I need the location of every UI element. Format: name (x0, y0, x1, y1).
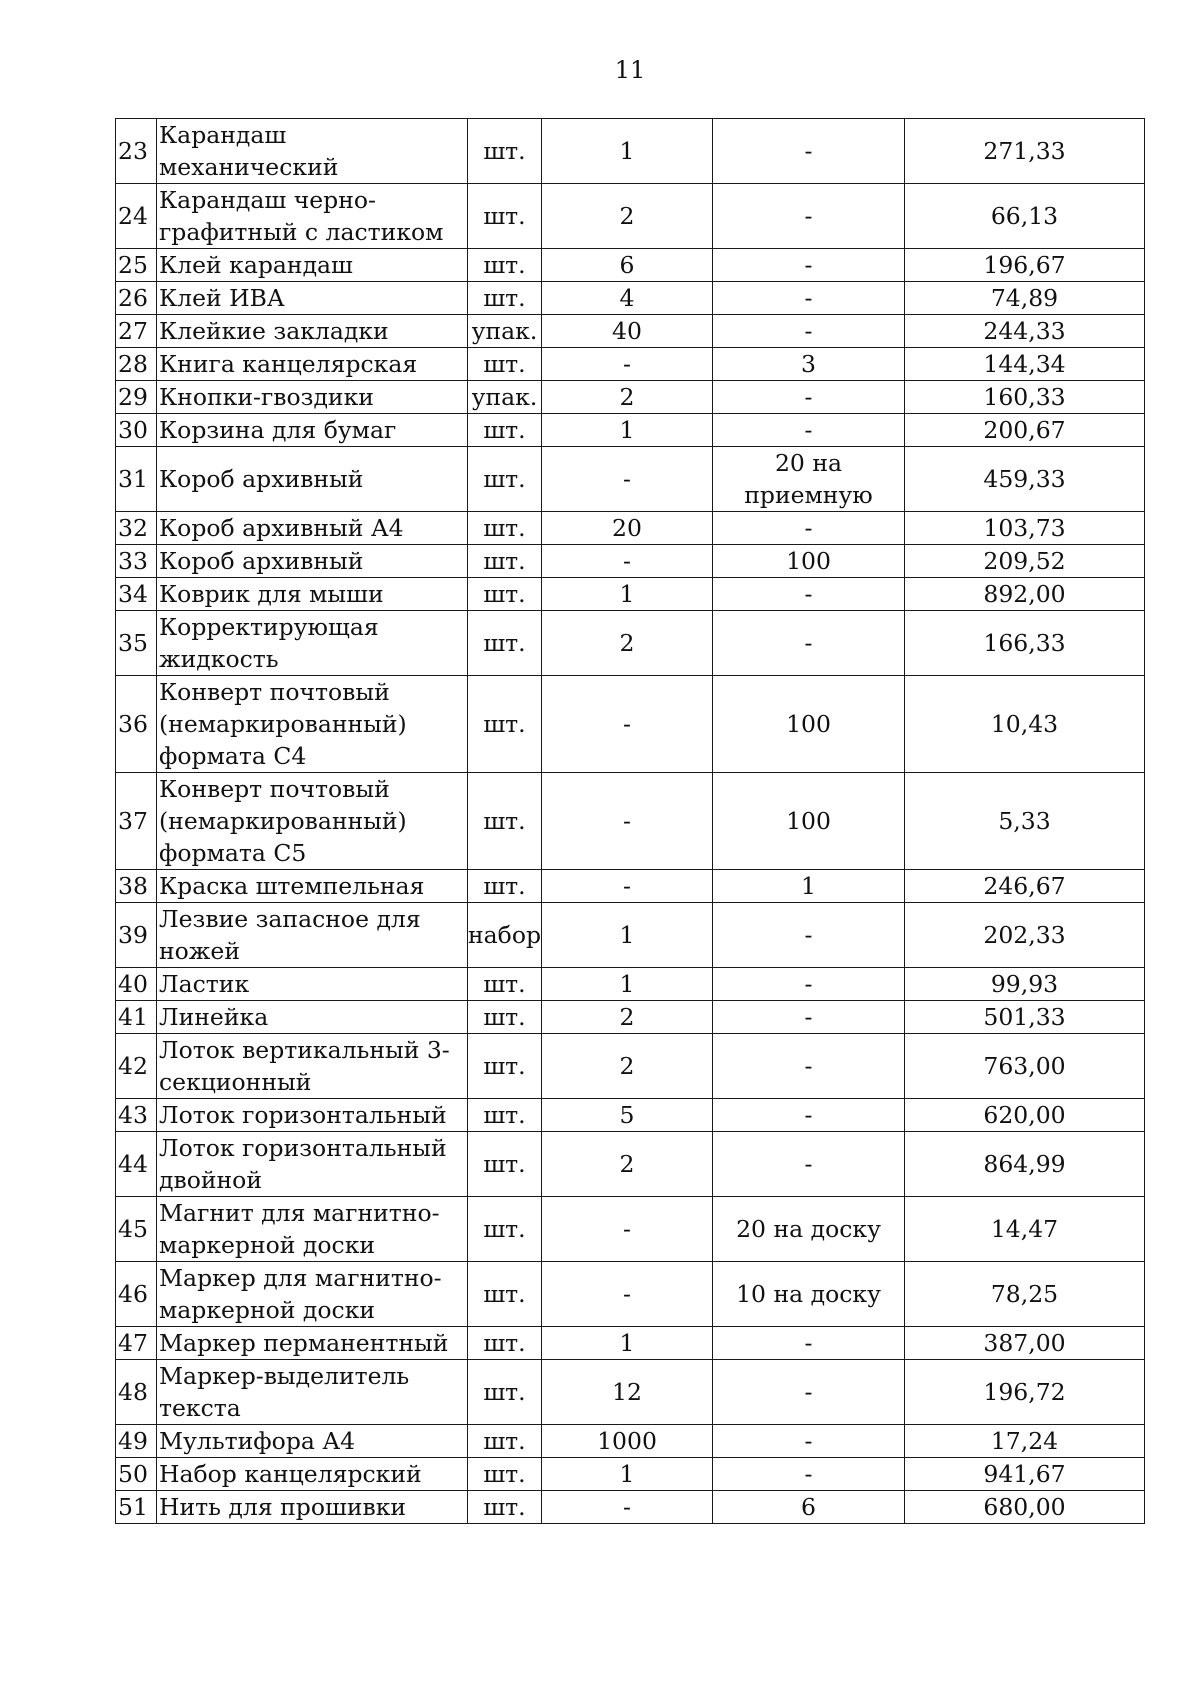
unit-cell: шт. (468, 676, 542, 773)
price-cell: 66,13 (905, 184, 1145, 249)
row-number-cell: 42 (116, 1034, 157, 1099)
quantity-cell: 2 (542, 611, 713, 676)
item-name-cell: Карандаш механический (157, 119, 468, 184)
unit-cell: шт. (468, 1197, 542, 1262)
quantity-alt-cell: - (713, 1360, 905, 1425)
quantity-alt-cell: - (713, 381, 905, 414)
table-row (116, 1001, 1145, 1034)
unit-cell: шт. (468, 1262, 542, 1327)
unit-cell: шт. (468, 1360, 542, 1425)
quantity-cell: 1 (542, 414, 713, 447)
price-cell: 246,67 (905, 870, 1145, 903)
table-row (116, 611, 1145, 676)
quantity-cell: - (542, 676, 713, 773)
item-name-cell: Карандаш чернографитный с ластиком (157, 184, 468, 249)
item-name-cell: Короб архивный А4 (157, 512, 468, 545)
unit-cell: шт. (468, 447, 542, 512)
item-name-cell: Клей ИВА (157, 282, 468, 315)
row-number-cell: 30 (116, 414, 157, 447)
table-row (116, 1327, 1145, 1360)
quantity-cell: 2 (542, 1132, 713, 1197)
item-name-cell: Короб архивный (157, 447, 468, 512)
unit-cell: шт. (468, 611, 542, 676)
quantity-cell: 2 (542, 184, 713, 249)
price-cell: 78,25 (905, 1262, 1145, 1327)
row-number-cell: 40 (116, 968, 157, 1001)
row-number-cell: 25 (116, 249, 157, 282)
price-cell: 864,99 (905, 1132, 1145, 1197)
item-name-cell: Маркер-выделитель текста (157, 1360, 468, 1425)
table-row (116, 1491, 1145, 1524)
item-name-cell: Нить для прошивки (157, 1491, 468, 1524)
table-row (116, 1262, 1145, 1327)
item-name-cell: Короб архивный (157, 545, 468, 578)
quantity-alt-cell: 6 (713, 1491, 905, 1524)
quantity-cell: 4 (542, 282, 713, 315)
price-cell: 501,33 (905, 1001, 1145, 1034)
quantity-alt-cell: - (713, 315, 905, 348)
unit-cell: шт. (468, 249, 542, 282)
quantity-cell: 1000 (542, 1425, 713, 1458)
unit-cell: шт. (468, 1425, 542, 1458)
quantity-alt-cell: - (713, 1327, 905, 1360)
quantity-cell: - (542, 773, 713, 870)
row-number-cell: 38 (116, 870, 157, 903)
row-number-cell: 45 (116, 1197, 157, 1262)
quantity-alt-cell: - (713, 414, 905, 447)
table-row (116, 249, 1145, 282)
quantity-cell: 6 (542, 249, 713, 282)
table-body (116, 119, 1145, 1524)
unit-cell: шт. (468, 545, 542, 578)
price-cell: 160,33 (905, 381, 1145, 414)
table-row (116, 773, 1145, 870)
quantity-cell: 1 (542, 1327, 713, 1360)
quantity-alt-cell: - (713, 611, 905, 676)
row-number-cell: 23 (116, 119, 157, 184)
row-number-cell: 27 (116, 315, 157, 348)
price-cell: 74,89 (905, 282, 1145, 315)
quantity-cell: - (542, 1262, 713, 1327)
table-row (116, 545, 1145, 578)
row-number-cell: 43 (116, 1099, 157, 1132)
price-cell: 459,33 (905, 447, 1145, 512)
table-row (116, 1197, 1145, 1262)
unit-cell: шт. (468, 512, 542, 545)
item-name-cell: Корректирующая жидкость (157, 611, 468, 676)
row-number-cell: 32 (116, 512, 157, 545)
quantity-cell: - (542, 348, 713, 381)
row-number-cell: 44 (116, 1132, 157, 1197)
table-row (116, 1132, 1145, 1197)
table-row (116, 578, 1145, 611)
price-cell: 10,43 (905, 676, 1145, 773)
unit-cell: шт. (468, 968, 542, 1001)
row-number-cell: 47 (116, 1327, 157, 1360)
item-name-cell: Книга канцелярская (157, 348, 468, 381)
quantity-alt-cell: 100 (713, 545, 905, 578)
quantity-alt-cell: - (713, 512, 905, 545)
item-name-cell: Лоток горизонтальный двойной (157, 1132, 468, 1197)
table-row (116, 870, 1145, 903)
quantity-cell: 2 (542, 381, 713, 414)
price-cell: 763,00 (905, 1034, 1145, 1099)
price-cell: 103,73 (905, 512, 1145, 545)
item-name-cell: Клейкие закладки (157, 315, 468, 348)
quantity-cell: 1 (542, 119, 713, 184)
quantity-alt-cell: 20 на приемную (713, 447, 905, 512)
price-cell: 892,00 (905, 578, 1145, 611)
table-row (116, 1425, 1145, 1458)
table-row (116, 1034, 1145, 1099)
item-name-cell: Мультифора А4 (157, 1425, 468, 1458)
quantity-alt-cell: 3 (713, 348, 905, 381)
item-name-cell: Кнопки-гвоздики (157, 381, 468, 414)
price-cell: 14,47 (905, 1197, 1145, 1262)
price-cell: 17,24 (905, 1425, 1145, 1458)
price-cell: 196,67 (905, 249, 1145, 282)
row-number-cell: 49 (116, 1425, 157, 1458)
table-row (116, 1458, 1145, 1491)
row-number-cell: 48 (116, 1360, 157, 1425)
quantity-alt-cell: - (713, 1425, 905, 1458)
quantity-cell: - (542, 1197, 713, 1262)
table-row (116, 381, 1145, 414)
table-row (116, 512, 1145, 545)
quantity-cell: 1 (542, 903, 713, 968)
row-number-cell: 24 (116, 184, 157, 249)
quantity-cell: 2 (542, 1034, 713, 1099)
quantity-alt-cell: 100 (713, 773, 905, 870)
row-number-cell: 33 (116, 545, 157, 578)
table-row (116, 1360, 1145, 1425)
quantity-alt-cell: - (713, 119, 905, 184)
table-row (116, 282, 1145, 315)
unit-cell: шт. (468, 773, 542, 870)
row-number-cell: 41 (116, 1001, 157, 1034)
row-number-cell: 31 (116, 447, 157, 512)
quantity-alt-cell: - (713, 1132, 905, 1197)
row-number-cell: 34 (116, 578, 157, 611)
table-row (116, 414, 1145, 447)
price-cell: 271,33 (905, 119, 1145, 184)
unit-cell: шт. (468, 1132, 542, 1197)
price-cell: 680,00 (905, 1491, 1145, 1524)
item-name-cell: Коврик для мыши (157, 578, 468, 611)
price-cell: 387,00 (905, 1327, 1145, 1360)
price-cell: 99,93 (905, 968, 1145, 1001)
item-name-cell: Клей карандаш (157, 249, 468, 282)
unit-cell: шт. (468, 414, 542, 447)
item-name-cell: Ластик (157, 968, 468, 1001)
row-number-cell: 51 (116, 1491, 157, 1524)
quantity-cell: 12 (542, 1360, 713, 1425)
row-number-cell: 26 (116, 282, 157, 315)
table-row (116, 119, 1145, 184)
unit-cell: шт. (468, 1034, 542, 1099)
price-cell: 202,33 (905, 903, 1145, 968)
quantity-alt-cell: - (713, 1099, 905, 1132)
quantity-alt-cell: - (713, 282, 905, 315)
quantity-cell: - (542, 545, 713, 578)
row-number-cell: 50 (116, 1458, 157, 1491)
quantity-alt-cell: 10 на доску (713, 1262, 905, 1327)
item-name-cell: Лоток горизонтальный (157, 1099, 468, 1132)
unit-cell: упак. (468, 381, 542, 414)
unit-cell: шт. (468, 1458, 542, 1491)
price-cell: 209,52 (905, 545, 1145, 578)
quantity-cell: - (542, 447, 713, 512)
unit-cell: шт. (468, 1327, 542, 1360)
price-cell: 620,00 (905, 1099, 1145, 1132)
quantity-alt-cell: - (713, 1001, 905, 1034)
quantity-cell: - (542, 870, 713, 903)
item-name-cell: Магнит для магнитно-маркерной доски (157, 1197, 468, 1262)
table-row (116, 447, 1145, 512)
unit-cell: шт. (468, 348, 542, 381)
price-cell: 244,33 (905, 315, 1145, 348)
table-row (116, 1099, 1145, 1132)
table-row (116, 184, 1145, 249)
row-number-cell: 37 (116, 773, 157, 870)
price-cell: 200,67 (905, 414, 1145, 447)
quantity-cell: 1 (542, 578, 713, 611)
price-cell: 144,34 (905, 348, 1145, 381)
item-name-cell: Линейка (157, 1001, 468, 1034)
unit-cell: шт. (468, 1099, 542, 1132)
row-number-cell: 46 (116, 1262, 157, 1327)
unit-cell: шт. (468, 578, 542, 611)
item-name-cell: Набор канцелярский (157, 1458, 468, 1491)
quantity-cell: 20 (542, 512, 713, 545)
table-row (116, 315, 1145, 348)
row-number-cell: 28 (116, 348, 157, 381)
quantity-cell: 1 (542, 968, 713, 1001)
row-number-cell: 39 (116, 903, 157, 968)
quantity-alt-cell: - (713, 184, 905, 249)
unit-cell: шт. (468, 282, 542, 315)
quantity-alt-cell: - (713, 578, 905, 611)
item-name-cell: Лоток вертикальный 3-секционный (157, 1034, 468, 1099)
row-number-cell: 36 (116, 676, 157, 773)
item-name-cell: Конверт почтовый (немаркированный) формата С5 (157, 773, 468, 870)
table-row (116, 348, 1145, 381)
table-row (116, 968, 1145, 1001)
unit-cell: набор (468, 903, 542, 968)
quantity-cell: 1 (542, 1458, 713, 1491)
quantity-alt-cell: 100 (713, 676, 905, 773)
item-name-cell: Лезвие запасное для ножей (157, 903, 468, 968)
item-name-cell: Краска штемпельная (157, 870, 468, 903)
price-cell: 196,72 (905, 1360, 1145, 1425)
price-cell: 5,33 (905, 773, 1145, 870)
quantity-alt-cell: - (713, 968, 905, 1001)
quantity-alt-cell: - (713, 903, 905, 968)
price-cell: 941,67 (905, 1458, 1145, 1491)
item-name-cell: Маркер для магнитно-маркерной доски (157, 1262, 468, 1327)
table-row (116, 676, 1145, 773)
quantity-alt-cell: - (713, 1034, 905, 1099)
quantity-alt-cell: - (713, 249, 905, 282)
item-name-cell: Конверт почтовый (немаркированный) формата С4 (157, 676, 468, 773)
unit-cell: шт. (468, 1001, 542, 1034)
unit-cell: упак. (468, 315, 542, 348)
quantity-cell: 2 (542, 1001, 713, 1034)
quantity-cell: 40 (542, 315, 713, 348)
item-name-cell: Маркер перманентный (157, 1327, 468, 1360)
row-number-cell: 35 (116, 611, 157, 676)
row-number-cell: 29 (116, 381, 157, 414)
price-cell: 166,33 (905, 611, 1145, 676)
unit-cell: шт. (468, 870, 542, 903)
quantity-alt-cell: - (713, 1458, 905, 1491)
quantity-cell: - (542, 1491, 713, 1524)
supplies-table (115, 118, 1145, 1524)
unit-cell: шт. (468, 1491, 542, 1524)
quantity-cell: 5 (542, 1099, 713, 1132)
quantity-alt-cell: 20 на доску (713, 1197, 905, 1262)
page-number: 11 (614, 56, 646, 84)
unit-cell: шт. (468, 119, 542, 184)
unit-cell: шт. (468, 184, 542, 249)
item-name-cell: Корзина для бумаг (157, 414, 468, 447)
quantity-alt-cell: 1 (713, 870, 905, 903)
table-row (116, 903, 1145, 968)
